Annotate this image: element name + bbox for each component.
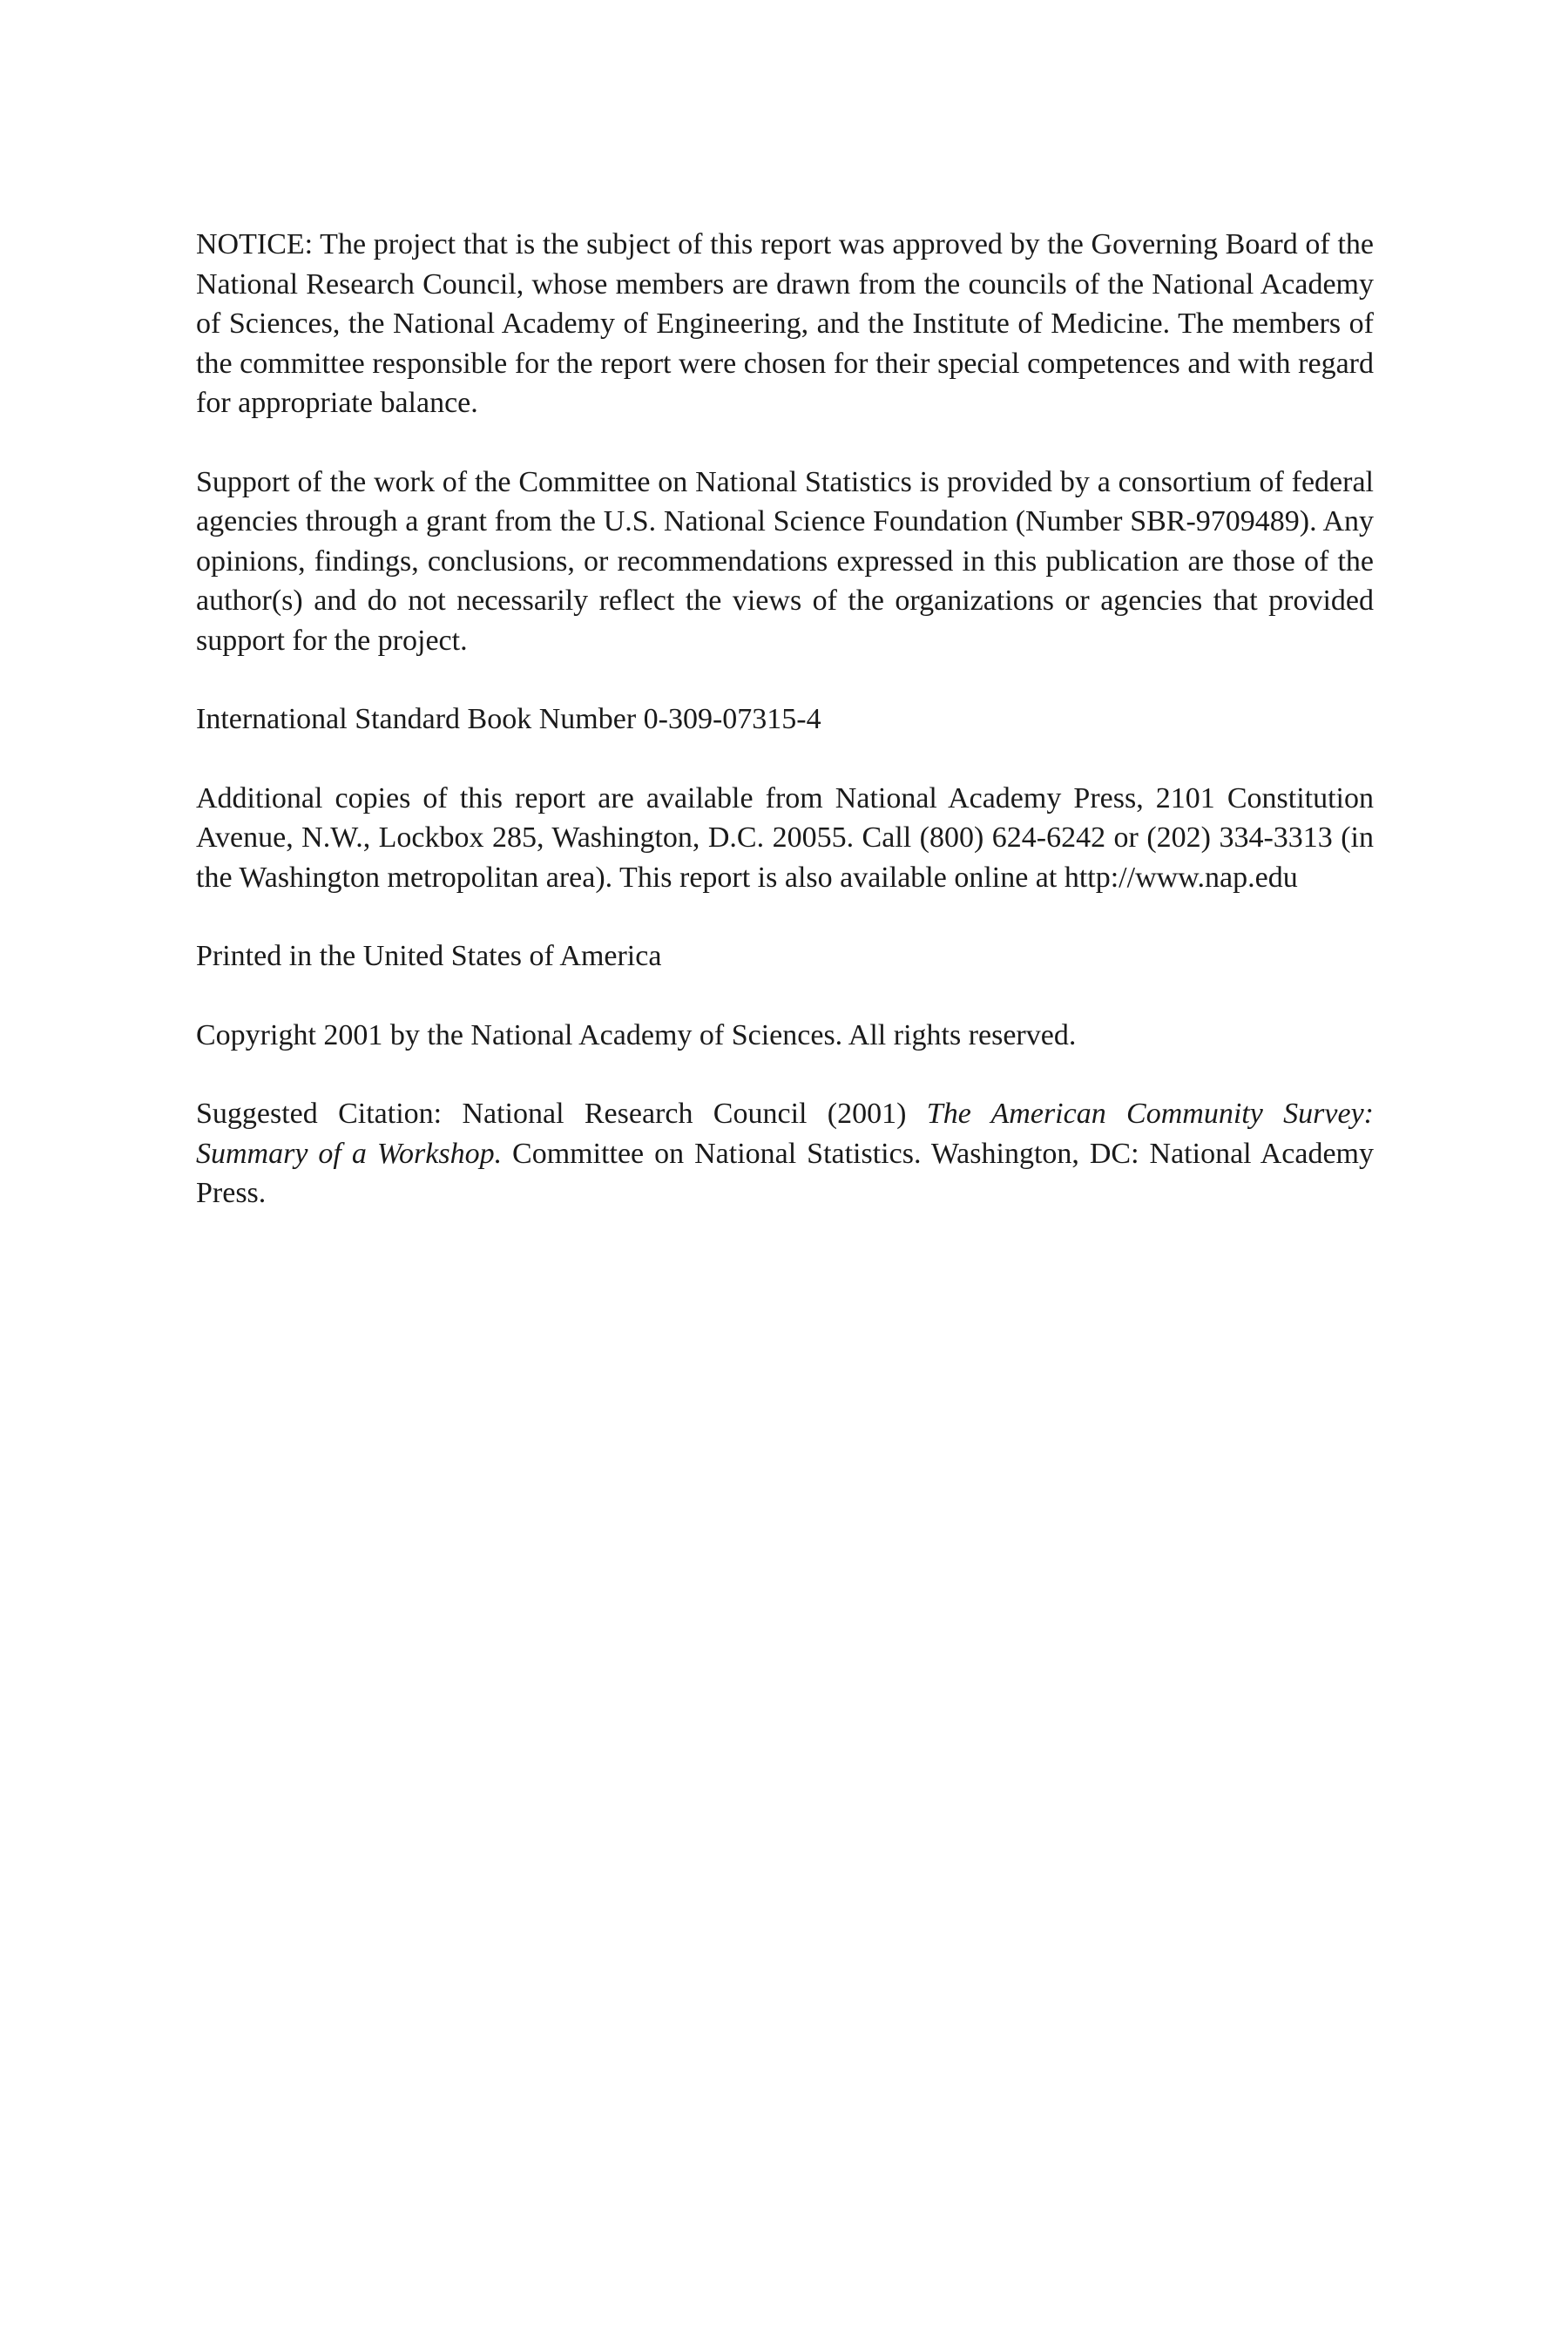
- suggested-citation-paragraph: [196, 1094, 1374, 1213]
- additional-copies-paragraph: Additional copies of this report are available from National Academy Press, 2101 Constitution Avenue, N.W., Lockbox 285, Washington, D.C. 20055. Call (800) 624-6242 or (202) 334-3313 (in the Washington metropolitan area). This report is also available online at http://www.nap.edu: [196, 781, 1374, 894]
- isbn-line: International Standard Book Number 0-309-07315-4: [196, 703, 821, 735]
- copyright-page-text: [196, 225, 1374, 1253]
- citation-title: The American Community Survey: Summary of a Workshop.: [196, 1098, 1374, 1170]
- citation-prefix: Suggested Citation: National Research Council (2001): [196, 1098, 927, 1130]
- notice-paragraph: NOTICE: The project that is the subject of this report was approved by the Governing Board of the National Research Council, whose members are drawn from the councils of the National Academy of Sciences, the National Academy of Engineering, and the Institute of Medicine. The members of the committee responsible for the report were chosen for their special competences and with regard for appropriate balance.: [196, 228, 1374, 419]
- citation-suffix: Committee on National Statistics. Washington, DC: National Academy Press.: [196, 1137, 1374, 1209]
- printed-in-line: Printed in the United States of America: [196, 940, 662, 972]
- support-paragraph: Support of the work of the Committee on National Statistics is provided by a consortium of federal agencies through a grant from the U.S. National Science Foundation (Number SBR-9709489). Any opinions, findings, conclusions, or recommendations expressed in this publication are those of the author(s) and do not necessarily reflect the views of the organizations or agencies that provided support for the project.: [196, 465, 1374, 657]
- copyright-line: Copyright 2001 by the National Academy of Sciences. All rights reserved.: [196, 1018, 1077, 1051]
